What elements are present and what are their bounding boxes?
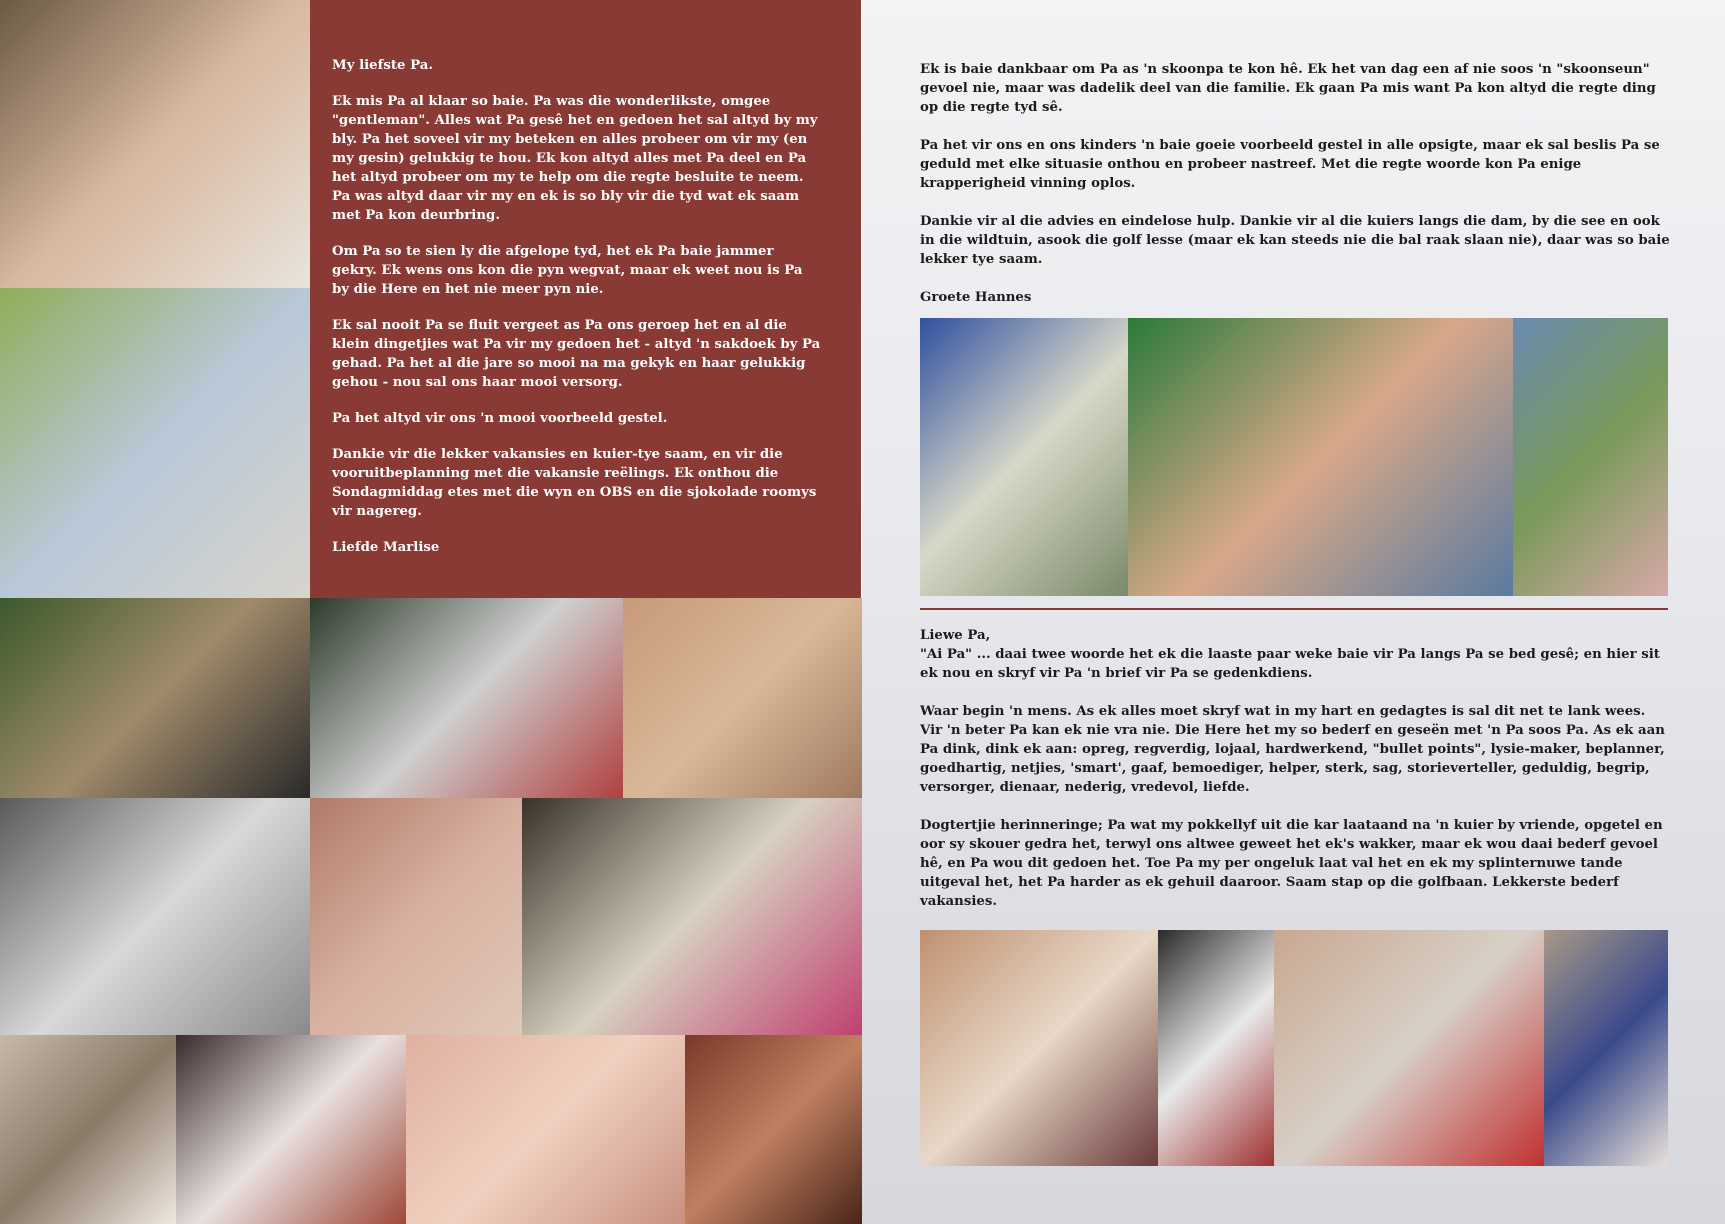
photo-family-outdoors [0, 288, 310, 598]
photo-vintage-party [0, 1035, 176, 1224]
photo-swimming-pool [406, 1035, 685, 1224]
photo-couple-selfie [0, 0, 310, 288]
letter-paragraph: Om Pa so te sien ly die afgelope tyd, het ek Pa baie jammer gekry. Ek wens ons kon die pyn wegvat, maar ek weet nou is Pa by die Here en het nie meer pyn nie. [332, 244, 803, 297]
photo-rugby-fans [1128, 318, 1513, 596]
photo-father-son-outdoors [920, 318, 1128, 596]
letter-paragraph: Dankie vir die lekker vakansies en kuier-tye saam, en vir die vooruitbeplanning met die vakansie reëlings. Ek onthou die Sondagmiddag etes met die wyn en OBS en die sjokolade roomys vir nagereg. [332, 447, 817, 519]
photo-group-vintage-red [685, 1035, 862, 1224]
photo-daughter-father-closeup [920, 930, 1158, 1166]
letter-paragraph: Pa het altyd vir ons 'n mooi voorbeeld gestel. [332, 411, 668, 426]
photo-beach-family [623, 598, 862, 798]
letter-signoff: Liefde Marlise [332, 540, 440, 555]
photo-wedding [176, 1035, 406, 1224]
letter-paragraph: Ek sal nooit Pa se fluit vergeet as Pa ons geroep het en al die klein dingetjies wat Pa vir my gedoen het - altyd 'n sakdoek by Pa gehad. Pa het al die jare so mooi na ma gekyk en haar gelukkig gehou - nou sal ons haar mooi versorg. [332, 318, 821, 390]
left-page [0, 0, 862, 1224]
letter-greeting: My liefste Pa. [332, 58, 433, 73]
photo-chef-hat [1158, 930, 1274, 1166]
photo-hug-standing [1544, 930, 1668, 1166]
letter-third [920, 626, 1670, 930]
letter-paragraph: Ek mis Pa al klaar so baie. Pa was die wonderlikste, omgee "gentleman". Alles wat Pa gesê het en gedoen het sal altyd by my bly. Pa het soveel vir my beteken en alles probeer om vir my (en my gesin) gelukkig te hou. Ek kon altyd alles met Pa deel en Pa het altyd probeer om my te help om die regte besluite te neem. Pa was altyd daar vir my en ek is so bly vir die tyd wat ek saam met Pa kon deurbring. [332, 94, 818, 223]
letter-paragraph: "Ai Pa" ... daai twee woorde het ek die laaste paar weke baie vir Pa langs Pa se bed gesê; en hier sit ek nou en skryf vir Pa 'n brief vir Pa se gedenkdiens. [920, 647, 1660, 681]
letter-greeting: Liewe Pa, [920, 628, 991, 643]
letter-marlise [310, 0, 861, 598]
photo-table-workshop [0, 598, 310, 798]
letter-paragraph: Ek is baie dankbaar om Pa as 'n skoonpa te kon hê. Ek het van dag een af nie soos 'n "skoonseun" gevoel nie, maar was dadelik deel van die familie. Ek gaan Pa mis want Pa kon altyd die regte ding op die regte tyd sê. [920, 62, 1656, 115]
letter-hannes [920, 60, 1670, 326]
photo-living-room-group [522, 798, 862, 1035]
photo-three-at-party [310, 598, 623, 798]
section-divider [920, 608, 1668, 610]
letter-paragraph: Waar begin 'n mens. As ek alles moet skryf wat in my hart en gedagtes is sal dit net te lank wees. Vir 'n beter Pa kan ek nie vra nie. Die Here het my so bederf en geseën met 'n Pa soos Pa. As ek aan Pa dink, dink ek aan: opreg, regverdig, lojaal, hardwerkend, "bullet points", lysie-maker, beplanner, goedhartig, netjies, 'smart', gaaf, bemoediger, helper, sterk, sag, storieverteller, geduldig, begrip, versorger, dienaar, nederig, vredevol, liefde. [920, 704, 1665, 795]
letter-signoff: Groete Hannes [920, 290, 1032, 305]
photo-braai-vintage [310, 798, 522, 1035]
letter-paragraph: Dankie vir al die advies en eindelose hulp. Dankie vir al die kuiers langs die dam, by die see en ook in die wildtuin, asook die golf lesse (maar ek kan steeds nie die bal raak slaan nie), daar was so baie lekker tye saam. [920, 214, 1670, 267]
letter-paragraph: Pa het vir ons en ons kinders 'n baie goeie voorbeeld gestel in alle opsigte, maar ek sal beslis Pa se geduld met elke situasie onthou en probeer nastreef. Met die regte woorde kon Pa enige krapperigheid vinning oplos. [920, 138, 1660, 191]
letter-paragraph: Dogtertjie herinneringe; Pa wat my pokkellyf uit die kar laataand na 'n kuier by vriende, opgetel en oor sy skouer gedra het, terwyl ons altwee geweet het ek's wakker, maar ek wou daai bederf gevoel hê, en Pa wou dit gedoen het. Toe Pa my per ongeluk laat val het en ek my splinternuwe tande uitgeval het, het Pa harder as ek gehuil daaroor. Saam stap op die golfbaan. Lekkerste bederf vakansies. [920, 818, 1663, 909]
photo-bw-family-portrait [0, 798, 310, 1035]
photo-cable-car-mountain [1513, 318, 1668, 596]
photo-father-daughter-smile [1274, 930, 1544, 1166]
